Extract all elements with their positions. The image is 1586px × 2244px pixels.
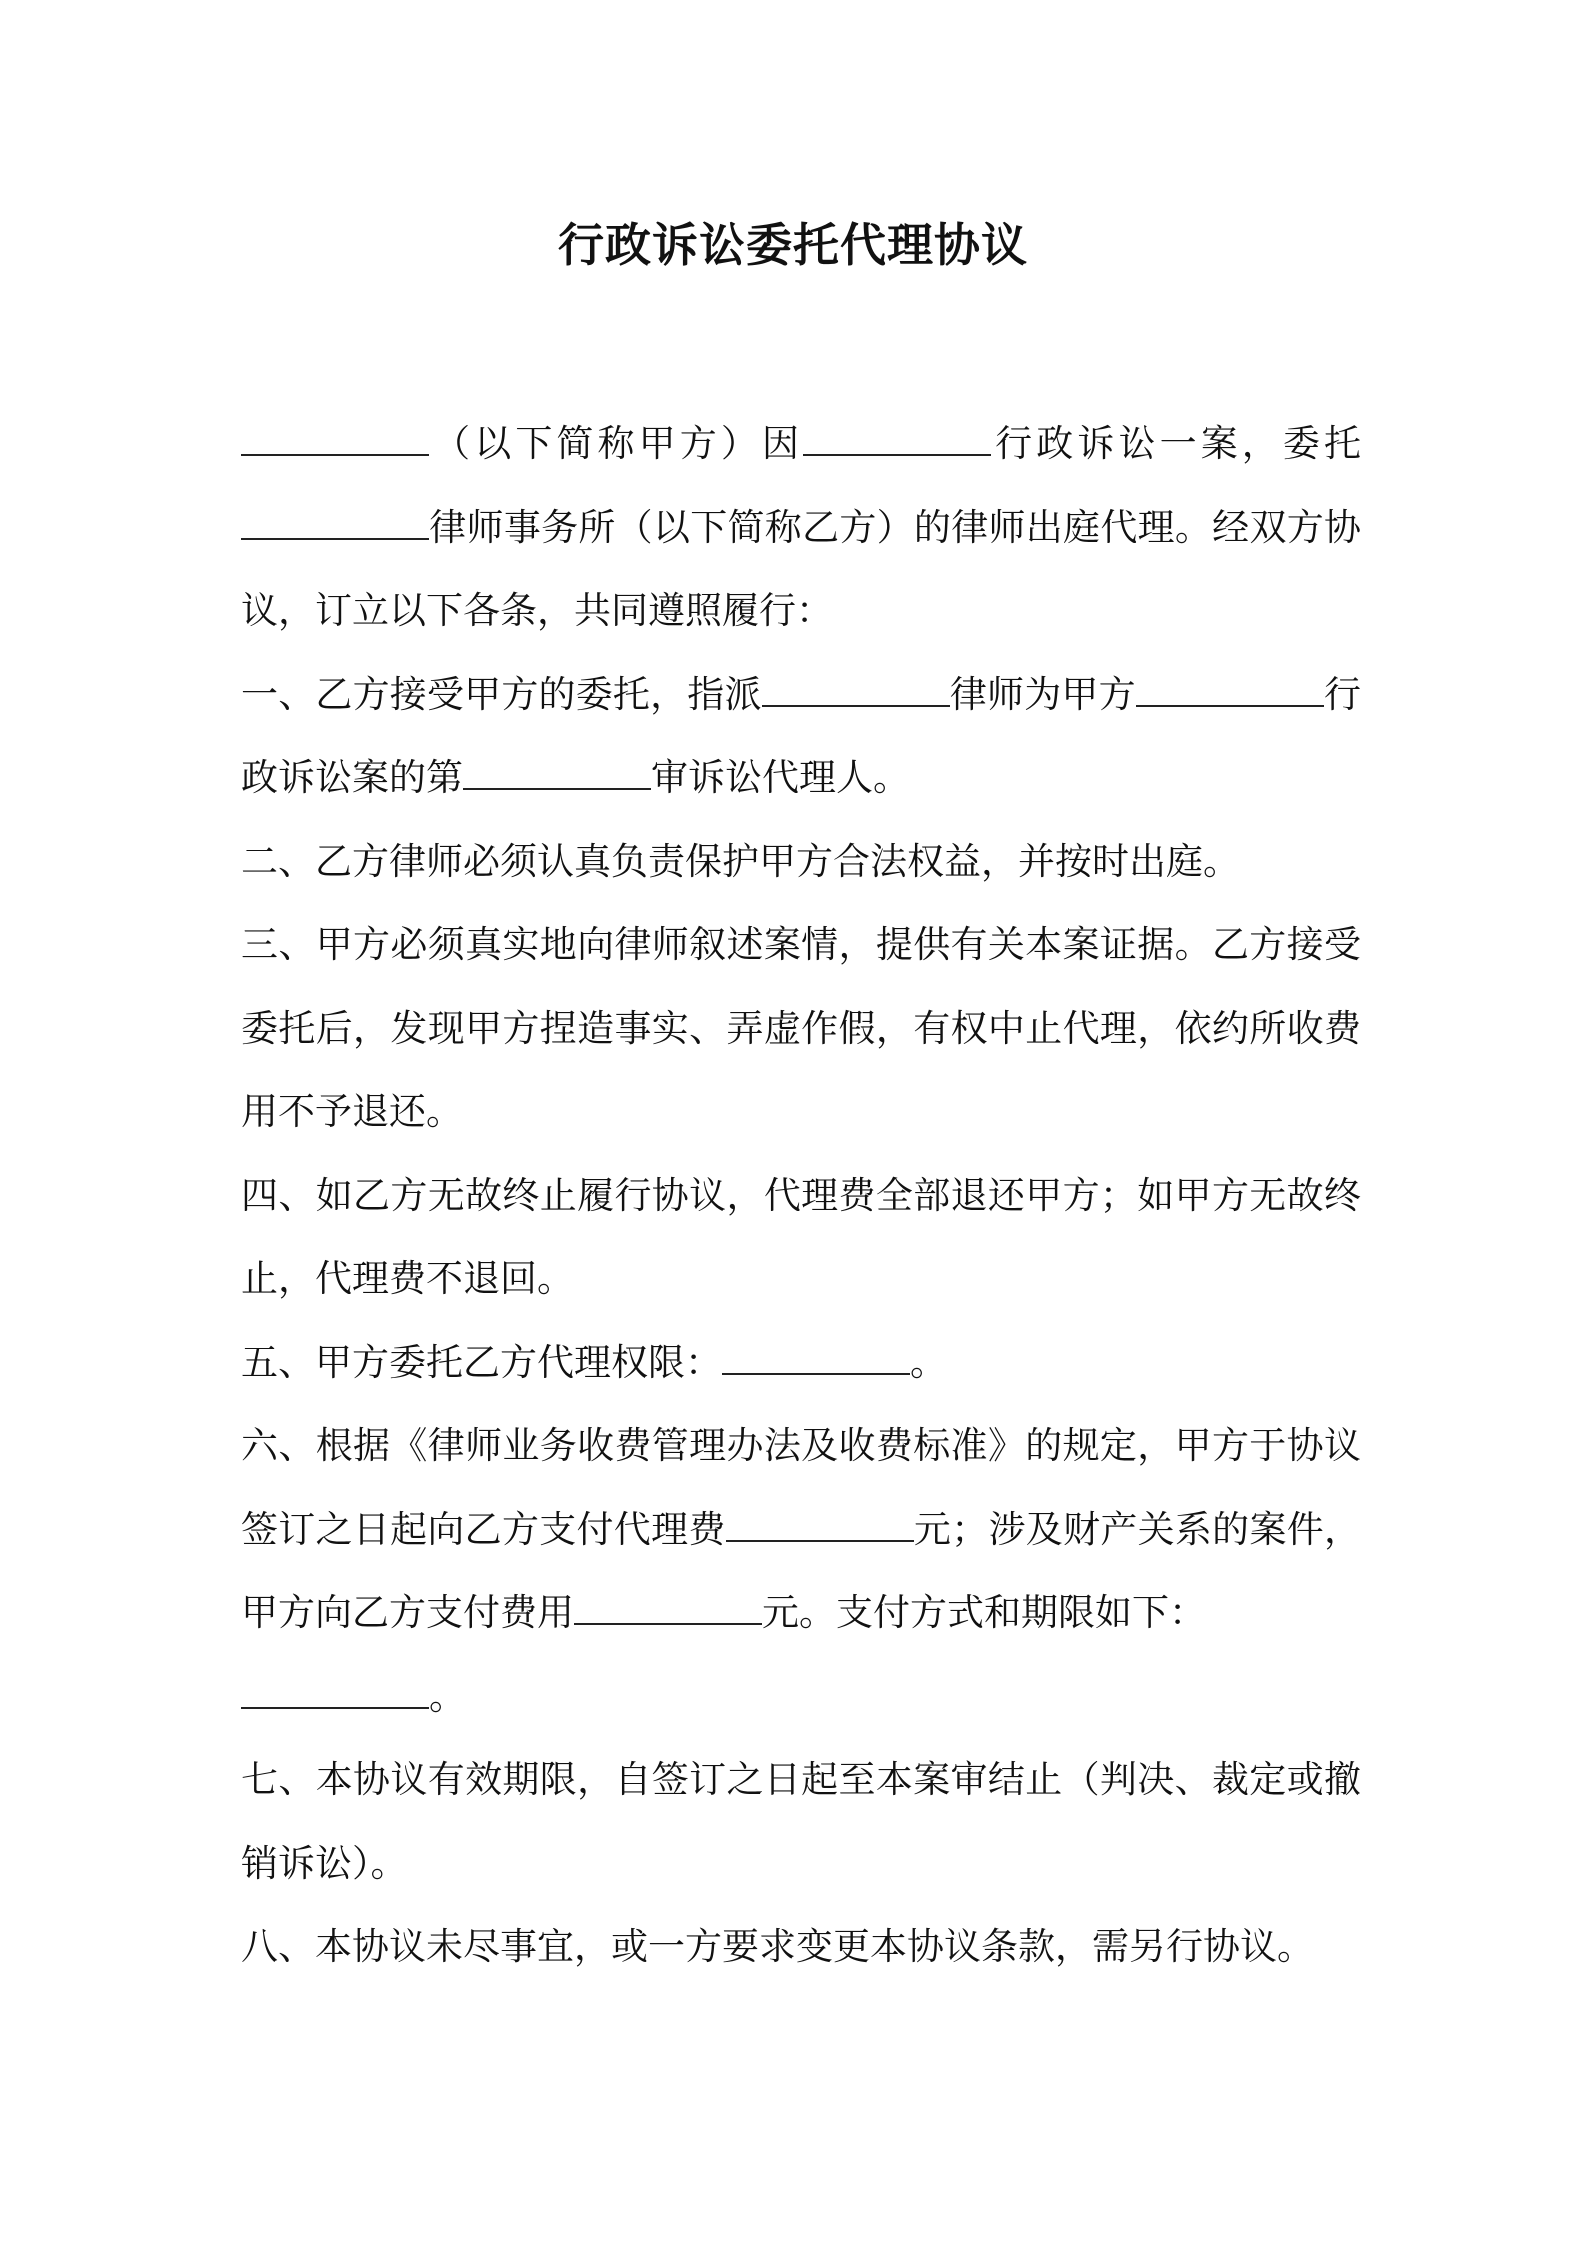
fill-in-blank xyxy=(574,1623,762,1625)
paragraph-clause-4 xyxy=(241,1154,1361,1321)
fill-in-blank xyxy=(241,1707,429,1709)
fill-in-blank xyxy=(1136,705,1324,707)
paragraph-text: 一、乙方接受甲方的委托，指派 xyxy=(241,672,762,716)
paragraph-text: 七、本协议有效期限，自签订之日起至本案审结止（判决、裁定或撤销诉讼）。 xyxy=(241,1758,1361,1885)
paragraph-clause-5 xyxy=(241,1321,1361,1405)
paragraph-text: 审诉讼代理人。 xyxy=(651,756,910,799)
fill-in-blank xyxy=(463,788,651,790)
paragraph-text: 。 xyxy=(429,1674,466,1718)
document-body xyxy=(241,402,1361,1989)
paragraph-clause-6 xyxy=(241,1404,1361,1738)
fill-in-blank xyxy=(762,705,950,707)
fill-in-blank xyxy=(722,1373,910,1375)
paragraph-text: 。 xyxy=(910,1340,947,1384)
paragraph-text: 六、根据《律师业务收费管理办法及收费标准》的规定，甲方于协议签订之日起向乙方支付代理费 xyxy=(241,1424,1361,1551)
paragraph-text: 三、甲方必须真实地向律师叙述案情，提供有关本案证据。乙方接受委托后，发现甲方捏造事实、弄虚作假，有权中止代理，依约所收费用不予退还。 xyxy=(241,923,1361,1133)
fill-in-blank xyxy=(241,454,429,456)
fill-in-blank xyxy=(803,454,991,456)
fill-in-blank xyxy=(241,538,429,540)
paragraph-text: 元。支付方式和期限如下： xyxy=(762,1591,1206,1634)
paragraph-text: 行政诉讼一案，委托 xyxy=(991,422,1362,465)
paragraph-clause-1 xyxy=(241,653,1361,820)
fill-in-blank xyxy=(726,1540,914,1542)
paragraph-intro xyxy=(241,402,1361,653)
paragraph-clause-3 xyxy=(241,903,1361,1154)
paragraph-clause-8 xyxy=(241,1905,1361,1989)
paragraph-text: 四、如乙方无故终止履行协议，代理费全部退还甲方；如甲方无故终止，代理费不退回。 xyxy=(241,1173,1361,1300)
paragraph-text: 八、本协议未尽事宜，或一方要求变更本协议条款，需另行协议。 xyxy=(241,1925,1314,1968)
paragraph-text: 律师为甲方 xyxy=(949,672,1136,716)
paragraph-text: （以下简称甲方）因 xyxy=(429,422,804,465)
paragraph-clause-7 xyxy=(241,1738,1361,1905)
paragraph-clause-2 xyxy=(241,820,1361,904)
paragraph-text: 律师事务所（以下简称乙方）的律师出庭代理。经双方协议，订立以下各条，共同遵照履行： xyxy=(241,505,1361,632)
paragraph-text: 元；涉及财产关系的案件，甲方向乙方支付费用 xyxy=(241,1507,1361,1634)
paragraph-text: 二、乙方律师必须认真负责保护甲方合法权益，并按时出庭。 xyxy=(241,839,1240,883)
document-title: 行政诉讼委托代理协议 xyxy=(558,218,1028,272)
paragraph-text: 五、甲方委托乙方代理权限： xyxy=(241,1340,722,1384)
paragraph-text: 行政诉讼案的第 xyxy=(241,672,1362,799)
